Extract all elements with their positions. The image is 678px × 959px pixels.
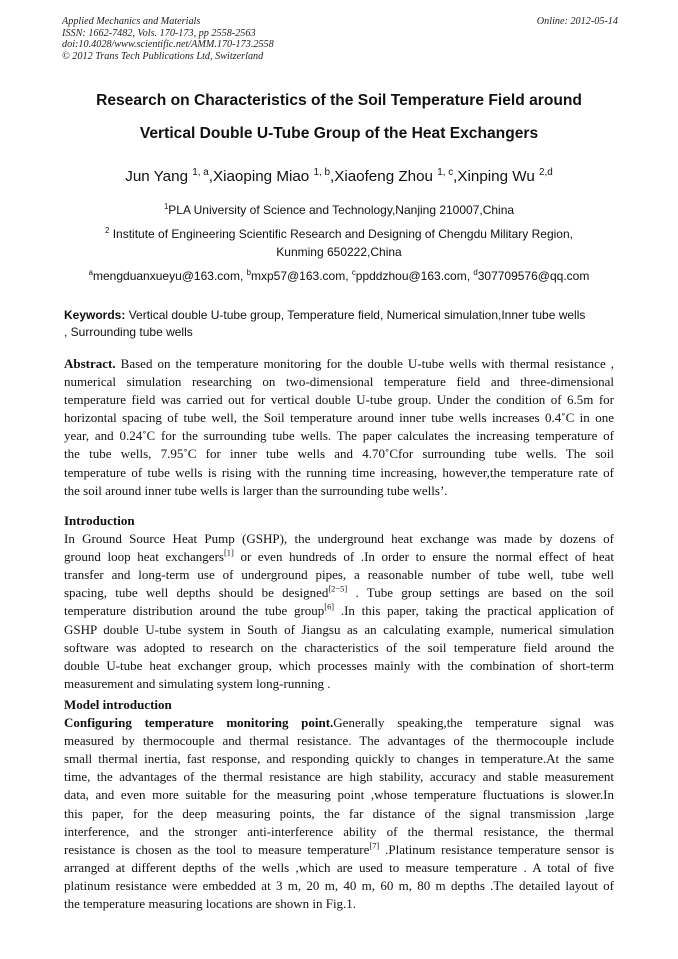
author-affil-sup: 1, c bbox=[437, 166, 454, 178]
intro-line: software was adopted to research on the characteristics of the soil temperature field around the bbox=[64, 639, 614, 655]
doi-line: doi:10.4028/www.scientific.net/AMM.170-173.2558 bbox=[62, 39, 274, 51]
online-date: Online: 2012-05-14 bbox=[536, 16, 618, 27]
model-line: data, and even more suitable for the measuring point ,whose temperature fluctuations is slower.In bbox=[64, 787, 614, 803]
author-name: Xiaoping Miao bbox=[212, 168, 310, 185]
abstract-line: temperature of tube wells is rising with the running time increasing, however,the temperature rate of bbox=[64, 464, 614, 480]
keywords-text-cont: , Surrounding tube wells bbox=[64, 325, 193, 339]
email-sup: d bbox=[473, 268, 478, 277]
abstract-line: the tube wells, 7.95˚C for inner tube wells and 4.70˚Cfor surrounding tube wells. The soil bbox=[64, 446, 614, 462]
model-text: Generally speaking,the temperature signal was bbox=[333, 715, 614, 731]
model-line: time, the advantages of the thermal resistance are high stability, accuracy and stable measurement bbox=[64, 769, 614, 785]
email-sup: c bbox=[351, 268, 356, 277]
affiliation-text: Institute of Engineering Scientific Research and Designing of Chengdu Military Region, bbox=[112, 227, 573, 241]
intro-line: In Ground Source Heat Pump (GSHP), the underground heat exchange was made by dozens of bbox=[64, 531, 614, 547]
email-list bbox=[40, 269, 638, 284]
author-affil-sup: 1, a bbox=[192, 166, 209, 178]
affiliation-text: PLA University of Science and Technology,Nanjing 210007,China bbox=[168, 203, 515, 217]
model-line bbox=[64, 714, 614, 732]
copyright-line: © 2012 Trans Tech Publications Ltd, Switzerland bbox=[62, 50, 264, 62]
intro-line bbox=[64, 548, 614, 566]
abstract-line bbox=[64, 355, 614, 373]
citation-ref: [1] bbox=[223, 547, 234, 558]
introduction-section bbox=[64, 512, 614, 693]
affiliation-2 bbox=[40, 227, 638, 242]
abstract-line: horizontal spacing of tube well, the Soil temperature around inner tube wells increases 0.4˚C in one bbox=[64, 410, 614, 426]
affiliation-sup: 1 bbox=[163, 202, 169, 211]
email-address: 307709576@qq.com bbox=[477, 269, 590, 283]
issn-line: ISSN: 1662-7482, Vols. 170-173, pp 2558-2563 bbox=[62, 27, 256, 39]
abstract-line: year, and 0.24˚C for the surrounding tube wells. The paper calculates the increasing temperature of bbox=[64, 428, 614, 444]
intro-line: transfer and long-term use of underground pipes, a reasonable number of tube well, tube well bbox=[64, 567, 614, 583]
intro-text: spacing, tube well depths should be designed bbox=[64, 585, 329, 601]
model-subheading: Configuring temperature monitoring point. bbox=[64, 715, 334, 731]
author-list: Jun Yang $^{1, a}$,Xiaoping Miao $^{1, b}$,Xiaofeng Zhou $^{1, c}$,Xinping Wu $^{2,d}$ bbox=[125, 166, 553, 185]
abstract-text: Based on the temperature monitoring for the double U-tube wells with thermal resistance , bbox=[115, 356, 614, 371]
introduction-heading: Introduction bbox=[64, 513, 135, 528]
model-line: measured by thermocouple and thermal resistance. The advantages of the thermocouple include bbox=[64, 733, 614, 749]
intro-text: .In this paper, taking the practical application of bbox=[334, 603, 614, 619]
intro-line: double U-tube heat exchanger group, which processes mainly with the combination of short-term bbox=[64, 657, 614, 673]
email-address: mengduanxueyu@163.com, bbox=[93, 269, 247, 283]
model-line: the temperature measuring locations are shown in Fig.1. bbox=[64, 896, 357, 912]
model-line bbox=[64, 841, 614, 859]
citation-ref: [6] bbox=[324, 602, 335, 613]
model-line: arranged at different depths of the wells ,which are used to measure temperature . A total of five bbox=[64, 859, 614, 875]
email-sup: a bbox=[88, 268, 94, 277]
model-line: this paper, for the deep measuring points, the far distance of the signal transmission ,large bbox=[64, 805, 614, 821]
intro-line: measurement and simulating system long-running . bbox=[64, 675, 331, 691]
model-text: resistance is chosen as the tool to measure temperature bbox=[64, 841, 370, 857]
model-line: platinum resistance were embedded at 3 m, 20 m, 40 m, 60 m, 80 m depths .The detailed layout of bbox=[64, 877, 614, 893]
affiliation-1 bbox=[40, 203, 638, 218]
intro-line bbox=[64, 602, 614, 620]
intro-text: or even hundreds of .In order to ensure the normal effect of heat bbox=[233, 549, 614, 565]
affiliation-sup: 2 bbox=[105, 226, 110, 235]
intro-text: ground loop heat exchangers bbox=[64, 549, 224, 565]
model-line: small thermal inertia, fast response, and responding quickly to changes in temperature.At the same bbox=[64, 751, 614, 767]
model-line: interference, and the stronger anti-interference ability of the thermal resistance, the thermal bbox=[64, 823, 614, 839]
keywords bbox=[64, 307, 614, 341]
affiliation-2-cont: Kunming 650222,China bbox=[276, 245, 402, 259]
citation-ref: [2−5] bbox=[328, 584, 348, 595]
keywords-label: Keywords: bbox=[64, 308, 126, 322]
paper-title-line-2: Vertical Double U-Tube Group of the Heat Exchangers bbox=[139, 125, 539, 142]
author-affil-sup: 1, b bbox=[313, 166, 330, 178]
author-name: Jun Yang bbox=[125, 168, 189, 185]
abstract-line: temperature field was carried out for vertical double U-tube group. Under the condition of 6.5m for bbox=[64, 392, 614, 408]
intro-line: GSHP double U-tube system in South of Jiangsu as an calculating example, numerical simulation bbox=[64, 621, 614, 637]
abstract bbox=[64, 355, 614, 500]
intro-line bbox=[64, 584, 614, 602]
model-text: .Platinum resistance temperature sensor is bbox=[379, 841, 614, 857]
model-heading: Model introduction bbox=[64, 697, 172, 712]
citation-ref: [7] bbox=[369, 840, 380, 851]
journal-header bbox=[62, 16, 618, 62]
author-affil-sup: 2,d bbox=[539, 166, 553, 178]
keywords-text: Vertical double U-tube group, Temperature field, Numerical simulation,Inner tube wells bbox=[125, 308, 586, 322]
email-sup: b bbox=[246, 268, 251, 277]
intro-text: temperature distribution around the tube group bbox=[64, 603, 325, 619]
paper-title-line-1: Research on Characteristics of the Soil Temperature Field around bbox=[96, 92, 582, 109]
abstract-line: the soil around inner tube wells is larger than the surrounding tube wells’. bbox=[64, 482, 448, 498]
author-name: Xiaofeng Zhou bbox=[334, 168, 433, 185]
intro-text: . Tube group settings are based on the soil bbox=[347, 585, 614, 601]
email-address: ppddzhou@163.com, bbox=[355, 269, 474, 283]
abstract-line: numerical simulation researching on two-dimensional temperature field and three-dimensional bbox=[64, 374, 614, 390]
author-name: Xinping Wu bbox=[457, 168, 535, 185]
journal-name: Applied Mechanics and Materials bbox=[62, 16, 201, 27]
abstract-label: Abstract. bbox=[64, 356, 116, 371]
model-section bbox=[64, 696, 614, 913]
email-address: mxp57@163.com, bbox=[250, 269, 352, 283]
